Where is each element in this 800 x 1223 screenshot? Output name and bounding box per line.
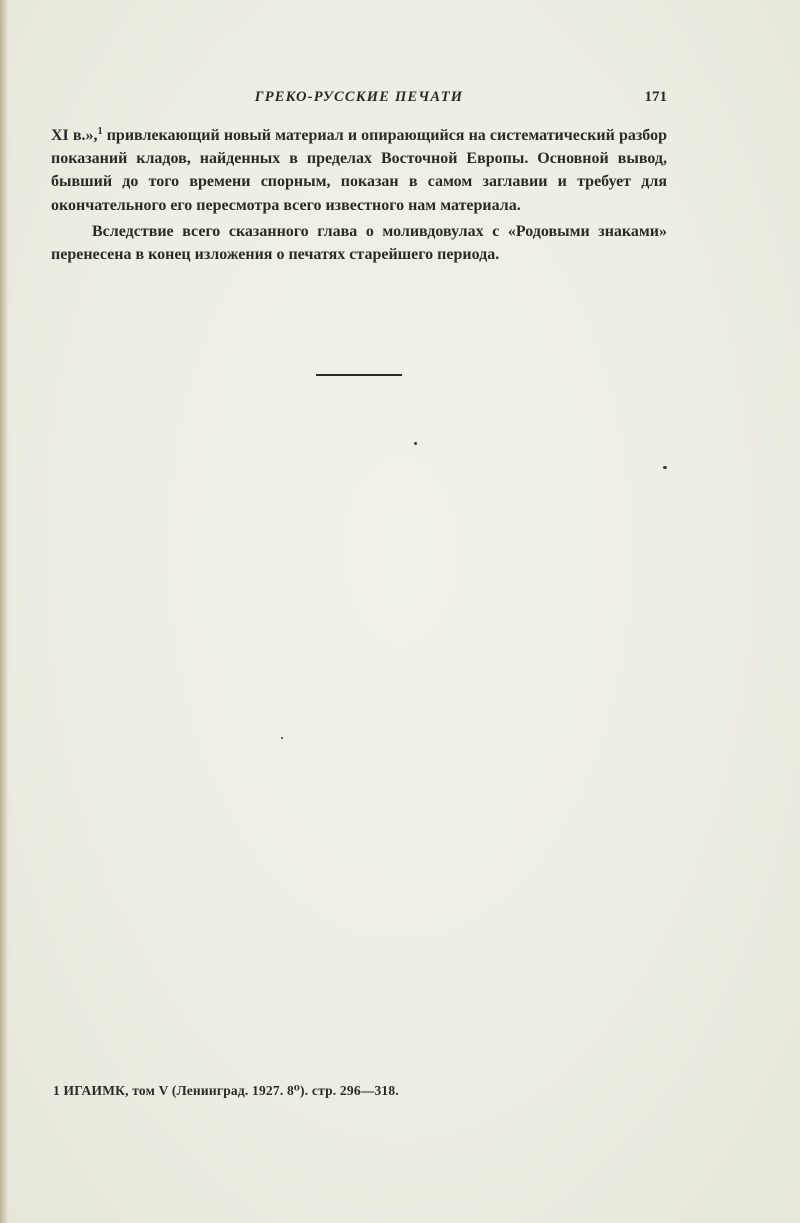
footnote-text: ИГАИМК, том V (Ленинград. 1927. 8⁰). стр. 296—318. <box>59 1083 399 1098</box>
paragraph-1 <box>51 124 667 217</box>
body-text <box>51 124 667 266</box>
section-end-rule <box>316 374 402 376</box>
paragraph-1-lead: XI в.», <box>51 127 98 144</box>
paper-speck <box>281 737 283 739</box>
footnote-mark: 1 <box>53 1083 60 1098</box>
running-title: ГРЕКО-РУССКИЕ ПЕЧАТИ <box>254 89 464 105</box>
paper-speck <box>663 466 667 469</box>
paragraph-2: Вследствие всего сказанного глава о моливдовулах с «Родовыми знаками» перенесена в конец изложения о печатях старейшего периода. <box>51 222 667 264</box>
page-number: 171 <box>644 89 667 105</box>
paper-speck <box>414 442 417 445</box>
running-head <box>51 89 667 111</box>
footnote <box>53 1083 653 1099</box>
paragraph-1-text: привлекающий новый материал и опирающийся на систематический разбор показаний кладов, найденных в пределах Восточной Европы. Основной вывод, бывший до того времени спорным, показан в самом заглавии и требует для окончательного его пересмотра всего известного нам материала. <box>51 127 667 214</box>
footnote-reference: 1 <box>97 126 103 137</box>
page-binding-edge <box>0 0 9 1223</box>
